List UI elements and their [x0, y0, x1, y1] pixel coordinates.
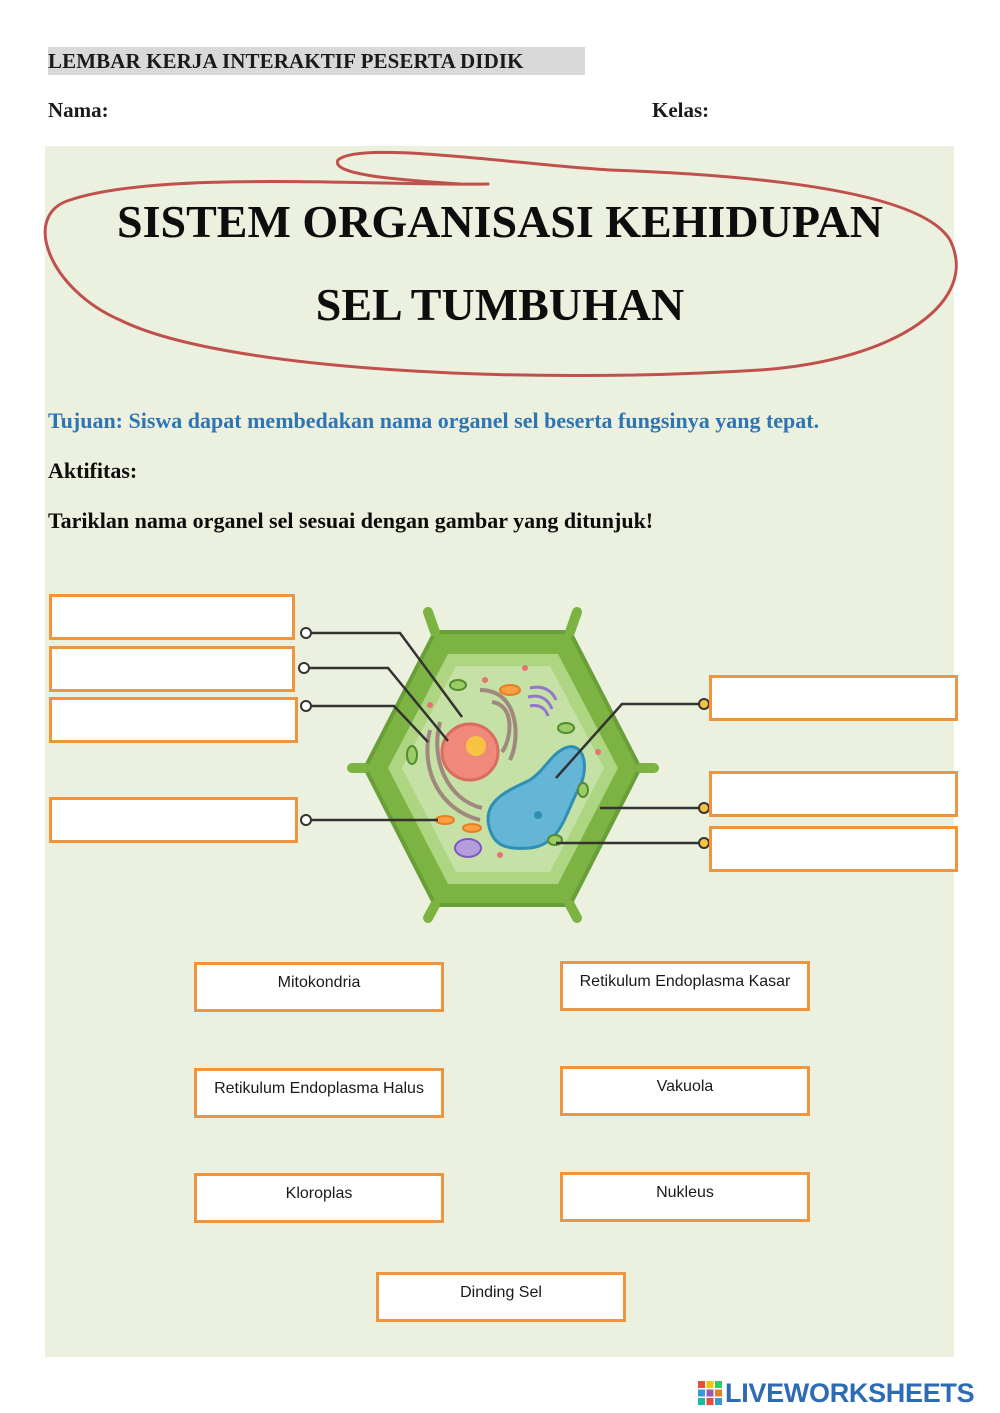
answer-box-7[interactable]: [709, 826, 958, 872]
answer-box-3[interactable]: [49, 697, 298, 743]
class-label: Kelas:: [652, 98, 710, 122]
label-card-mitokondria[interactable]: Mitokondria: [194, 962, 444, 1012]
title-line-1: SISTEM ORGANISASI KEHIDUPAN: [117, 196, 883, 247]
golgi-vesicle: [455, 839, 481, 857]
worksheet-header: LEMBAR KERJA INTERAKTIF PESERTA DIDIK: [48, 47, 585, 75]
answer-box-2[interactable]: [49, 646, 295, 692]
label-card-dinding-sel[interactable]: Dinding Sel: [376, 1272, 626, 1322]
label-card-reh[interactable]: Retikulum Endoplasma Halus: [194, 1068, 444, 1118]
nucleolus: [466, 736, 486, 756]
label-card-rek[interactable]: Retikulum Endoplasma Kasar: [560, 961, 810, 1011]
answer-box-6[interactable]: [709, 771, 958, 817]
label-card-vakuola[interactable]: Vakuola: [560, 1066, 810, 1116]
mitochondrion: [500, 685, 520, 695]
title-line-2: SEL TUMBUHAN: [315, 279, 685, 330]
logo-text: LIVEWORKSHEETS: [725, 1377, 975, 1408]
answer-box-1[interactable]: [49, 594, 295, 640]
label-card-nukleus[interactable]: Nukleus: [560, 1172, 810, 1222]
liveworksheets-logo: [697, 1378, 997, 1408]
label-card-kloroplas[interactable]: Kloroplas: [194, 1173, 444, 1223]
answer-box-4[interactable]: [49, 797, 298, 843]
answer-box-5[interactable]: [709, 675, 958, 721]
chloroplast: [450, 680, 466, 690]
instruction-text: Tariklan nama organel sel sesuai dengan gambar yang ditunjuk!: [48, 508, 654, 533]
name-label: Nama:: [48, 98, 109, 122]
liveworksheets-logo-icon: [697, 1380, 723, 1406]
objective-text: Tujuan: Siswa dapat membedakan nama organel sel beserta fungsinya yang tepat.: [48, 408, 820, 433]
activity-label: Aktifitas:: [48, 458, 138, 483]
